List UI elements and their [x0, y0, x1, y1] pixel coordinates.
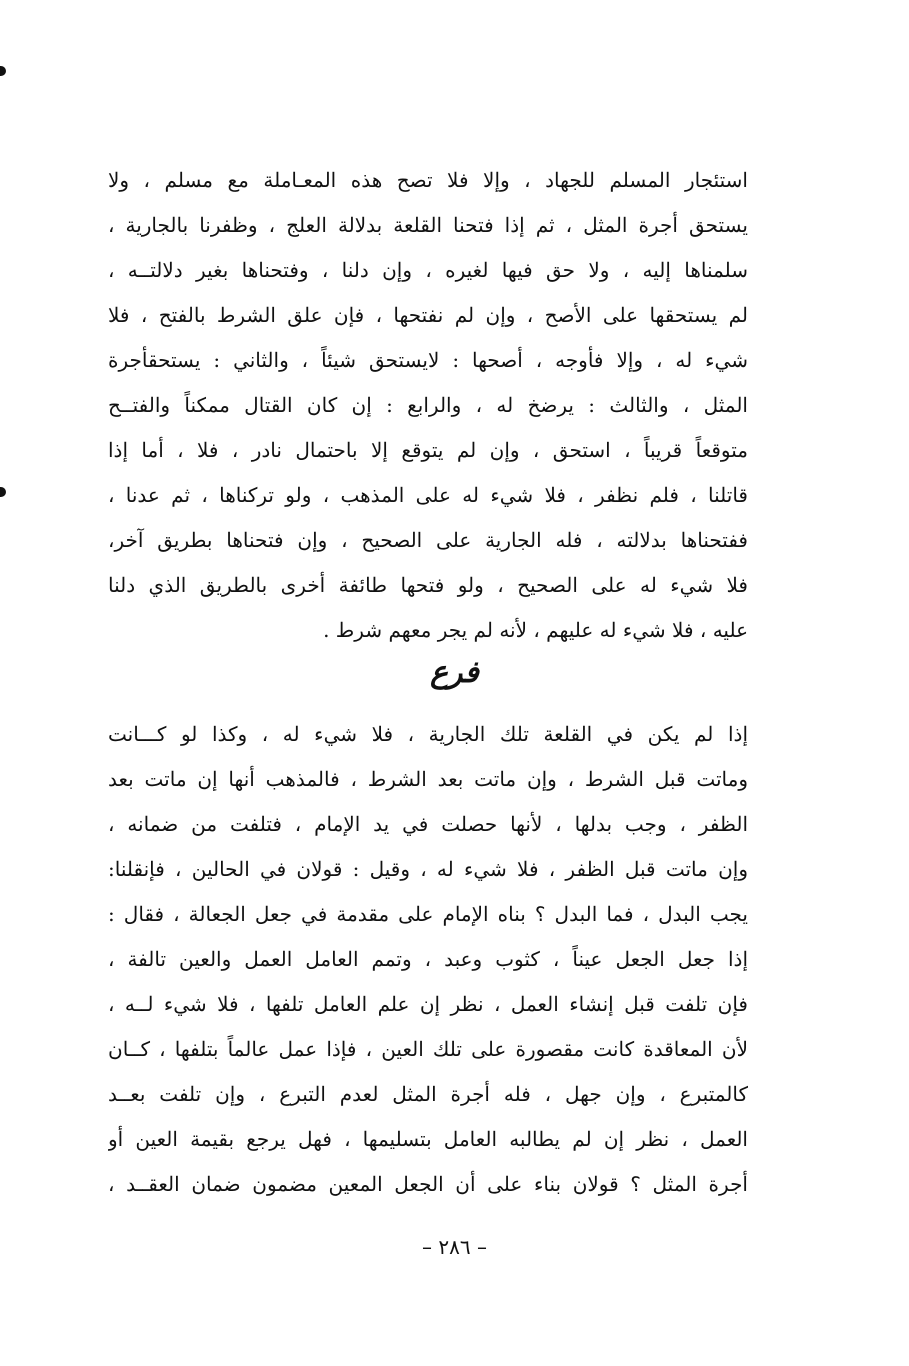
text-line: شيء له ، وإلا فأوجه ، أصحها : لايستحق شيئاً ، والثاني : يستحقأجرة — [108, 348, 748, 372]
text-line: فلا شيء له على الصحيح ، ولو فتحها طائفة أخرى بالطريق الذي دلنا — [108, 573, 748, 597]
text-line: العمل ، نظر إن لم يطالبه العامل بتسليمها ، فهل يرجع بقيمة العين أو — [108, 1127, 748, 1151]
scan-margin-mark — [0, 487, 6, 497]
text-line: استئجار المسلم للجهاد ، وإلا فلا تصح هذه المعـاملة مع مسلم ، ولا — [108, 168, 748, 192]
text-line: يجب البدل ، فما البدل ؟ بناه الإمام على مقدمة في جعل الجعالة ، فقال : — [108, 902, 748, 926]
text-line: سلمناها إليه ، ولا حق فيها لغيره ، وإن دلنا ، وفتحناها بغير دلالتــه ، — [108, 258, 748, 282]
text-line: فإن تلفت قبل إنشاء العمل ، نظر إن علم العامل تلفها ، فلا شيء لــه ، — [108, 992, 748, 1016]
text-line: متوقعاً قريباً ، استحق ، وإن لم يتوقع إلا باحتمال نادر ، فلا ، أما إذا — [108, 438, 748, 462]
text-line: يستحق أجرة المثل ، ثم إذا فتحنا القلعة بدلالة العلج ، وظفرنا بالجارية ، — [108, 213, 748, 237]
text-line: إذا جعل الجعل عيناً ، كثوب وعبد ، وتمم العامل العمل والعين تالفة ، — [108, 947, 748, 971]
text-line: عليه ، فلا شيء له عليهم ، لأنه لم يجر معهم شرط . — [323, 618, 748, 642]
paragraph-1 — [108, 158, 748, 653]
text-line: المثل ، والثالث : يرضخ له ، والرابع : إن كان القتال ممكناً والفتــح — [108, 393, 748, 417]
text-line: لم يستحقها على الأصح ، وإن لم نفتحها ، فإن علق الشرط بالفتح ، فلا — [108, 303, 748, 327]
paragraph-2 — [108, 712, 748, 1207]
text-line: ففتحناها بدلالته ، فله الجارية على الصحيح ، وإن فتحناها بطريق آخر، — [108, 528, 748, 552]
text-line: لأن المعاقدة كانت مقصورة على تلك العين ، فإذا عمل عالماً بتلفها ، كــان — [108, 1037, 748, 1061]
section-heading: فرع — [430, 655, 479, 690]
text-line: إذا لم يكن في القلعة تلك الجارية ، فلا شيء له ، وكذا لو كـــانت — [108, 722, 748, 746]
text-line: وماتت قبل الشرط ، وإن ماتت بعد الشرط ، فالمذهب أنها إن ماتت بعد — [108, 767, 748, 791]
text-line: قاتلنا ، فلم نظفر ، فلا شيء له على المذهب ، ولو تركناها ، ثم عدنا ، — [108, 483, 748, 507]
text-line: الظفر ، وجب بدلها ، لأنها حصلت في يد الإمام ، فتلفت من ضمانه ، — [108, 812, 748, 836]
scan-margin-mark — [0, 66, 6, 76]
text-line: أجرة المثل ؟ قولان بناء على أن الجعل المعين مضمون ضمان العقــد ، — [108, 1172, 748, 1196]
text-line: كالمتبرع ، وإن جهل ، فله أجرة المثل لعدم التبرع ، وإن تلفت بعــد — [108, 1082, 748, 1106]
text-line: وإن ماتت قبل الظفر ، فلا شيء له ، وقيل : قولان في الحالين ، فإنقلنا: — [108, 857, 748, 881]
page-number: – ٢٨٦ – — [422, 1235, 487, 1259]
